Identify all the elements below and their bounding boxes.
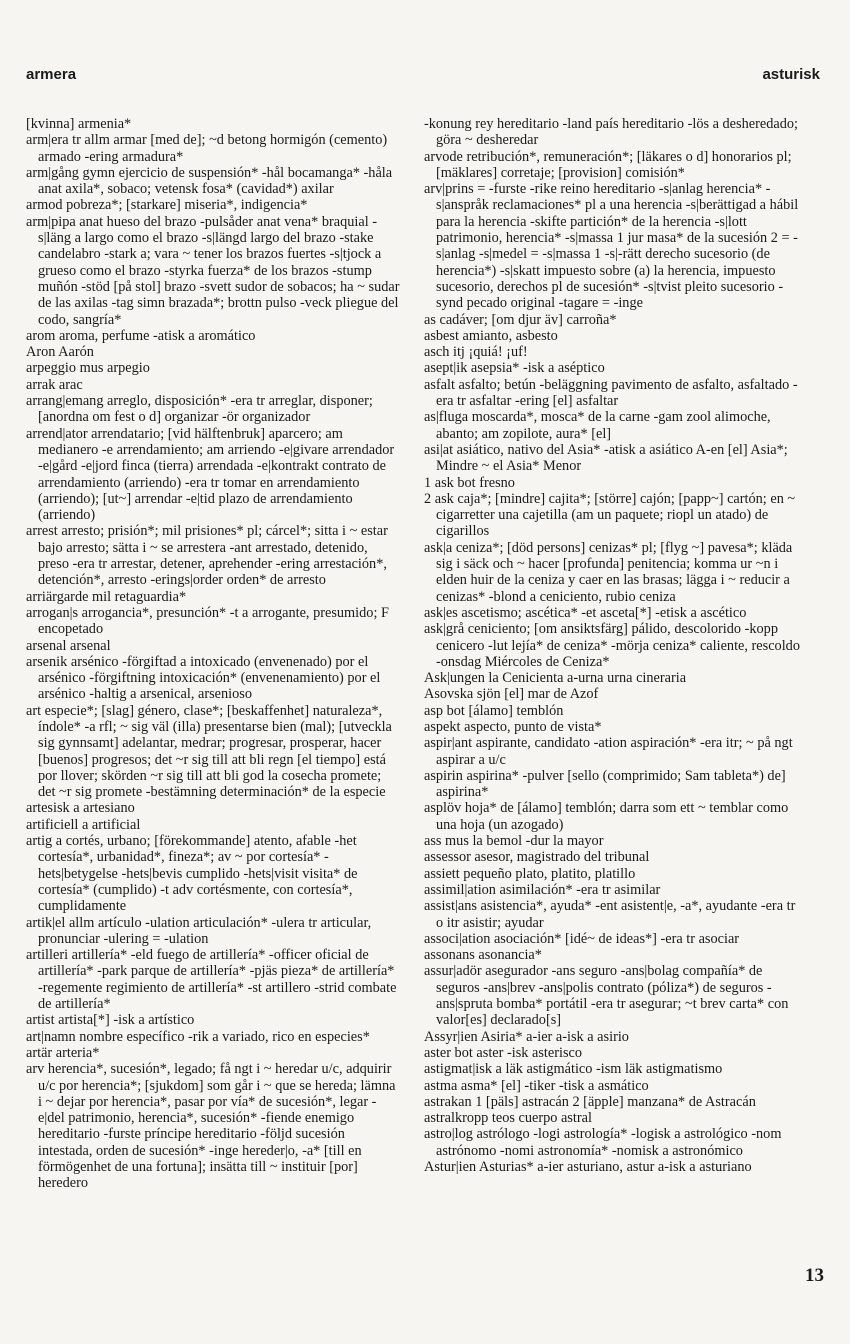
entry: asfalt asfalto; betún -beläggning pavimento de asfalto, asfaltado -era tr asfaltar -ering [el] asfaltar [424, 376, 798, 410]
right-guide-word: asturisk [762, 66, 820, 83]
entry: arrak arac [26, 376, 83, 393]
entry: as cadáver; [om djur äv] carroña* [424, 311, 617, 328]
entry: asept|ik asepsia* -isk a aséptico [424, 360, 605, 377]
entry: ask|a ceniza*; [död persons] cenizas* pl; [flyg ~] pavesa*; kläda sig i säck och ~ hacer [profunda] penitencia; komma ur ~n i elden huir de la ceniza y caer en las brasas; lägga i ~ reducir a cenizas* -blond a ceniciento, rubio ceniza [424, 539, 793, 605]
left-column [26, 116, 400, 1192]
entry: artig a cortés, urbano; [förekommande] atento, afable -het cortesía*, urbanidad*, fineza*; av ~ por cortesía* -hets|betygelse -hets|bevis cumplido -hets|visit visita* de cortesía* (cumplido) -t adv cortésmente, con cortesía*, cumplidamente [26, 833, 358, 915]
entry: arom aroma, perfume -atisk a aromático [26, 327, 256, 344]
entry: assiett pequeño plato, platito, platillo [424, 865, 636, 882]
entry: Asovska sjön [el] mar de Azof [424, 686, 599, 703]
entry: ask|es ascetismo; ascética* -et asceta[*] -etisk a ascético [424, 604, 747, 621]
entry: -konung rey hereditario -land país hereditario -lös a desheredado; göra ~ desheredar [424, 116, 798, 149]
entry: astralkropp teos cuerpo astral [424, 1110, 592, 1127]
entry: ask|grå ceniciento; [om ansiktsfärg] pálido, descolorido -kopp cenicero -lut lejía* de ceniza* -mörja ceniza* caliente, rescoldo -onsdag Miércoles de Ceniza* [424, 621, 800, 670]
entry: assur|adör asegurador -ans seguro -ans|bolag compañía* de seguros -ans|brev -ans|polis contrato (póliza*) de seguros -ans|spruta bomba* portátil -era tr asegurar; ~t brev carta* con valor[es] declarado[s] [424, 963, 789, 1029]
entry: [kvinna] armenia* [26, 116, 132, 132]
entry: arvode retribución*, remuneración*; [läkares o d] honorarios pl; [mäklares] corretaje; [provision] comisión* [424, 148, 792, 181]
right-column [424, 116, 800, 1175]
entry: art especie*; [slag] género, clase*; [beskaffenhet] naturaleza*, índole* -a rfl; ~ sig väl (illa) presentarse bien (mal); [utveckla sig gynnsamt] adelantar, medrar; progresar, prosperar, hacer [buenos] progresos; det ~r sig till att bli regn [el tiempo] está por llover; skörden ~r sig till att bli god la cosecha promete; det ~r sig promete -bestämning determinación* de la especie [26, 702, 392, 801]
entry: artesisk a artesiano [26, 800, 135, 817]
entry: arv herencia*, sucesión*, legado; få ngt i ~ heredar u/c, adquirir u/c por herencia*; [sjukdom] som går i ~ que se hereda; lämna i ~ dejar por herencia*, pasar por vía* de sucesión*, legar -e|del patrimonio, herencia*, sucesión* -fiende enemigo hereditario -furste príncipe hereditario -följd sucesión intestada, orden de sucesión* -inge hereder|o, -a* [till en förmögenhet de una fortuna]; insätta till ~ instituir [por] heredero [26, 1061, 396, 1192]
entry: assessor asesor, magistrado del tribunal [424, 849, 650, 866]
entry: arrang|emang arreglo, disposición* -era tr arreglar, disponer; [anordna om fest o d] organizar -ör organizador [26, 393, 373, 426]
entry: aspirin aspirina* -pulver [sello (comprimido; Sam tableta*) de] aspirina* [424, 767, 786, 801]
entry: assonans asonancia* [424, 947, 542, 964]
entry: artificiell a artificial [26, 816, 141, 833]
entry: Aron Aarón [26, 344, 94, 361]
entry: astro|log astrólogo -logi astrología* -logisk a astrológico -nom astrónomo -nomi astronomía* -nomisk a astronómico [424, 1126, 782, 1159]
entry: aspekt aspecto, punto de vista* [424, 718, 602, 735]
entry: asplöv hoja* de [álamo] temblón; darra som ett ~ temblar como una hoja (un azogado) [424, 800, 789, 833]
entry: arrogan|s arrogancia*, presunción* -t a arrogante, presumido; F encopetado [26, 604, 389, 638]
entry: associ|ation asociación* [idé~ de ideas*] -era tr asociar [424, 930, 740, 947]
entry: asp bot [álamo] temblón [424, 702, 564, 719]
entry: asbest amianto, asbesto [424, 327, 558, 344]
entry: 2 ask caja*; [mindre] cajita*; [större] cajón; [papp~] cartón; en ~ cigarretter una cajetilla (am un paquete; riopl un atado) de cigarillos [424, 490, 796, 540]
entry: artilleri artillería* -eld fuego de artillería* -officer oficial de artillería* -park parque de artillería* -pjäs pieza* de artillería* -regemente regimiento de artillería* -st artillero -strid combate de artillería* [26, 947, 397, 1013]
entry: arm|pipa anat hueso del brazo -pulsåder anat vena* braquial -s|läng a largo como el brazo -s|längd largo del brazo -stake candelabro -stark a; vara ~ tener los brazos fuertes -s|tjock a grueso como el brazo -styrka fuerza* de los brazos -stump muñón -stöd [på stol] brazo -svett sudor de sobacos; ha ~ sudar de las axilas -tag simn brazada*; brottn pulso -veck pliegue del codo, sangría* [26, 213, 400, 328]
entry: asch itj ¡quiá! ¡uf! [424, 344, 528, 361]
entry: artik|el allm artículo -ulation articulación* -ulera tr articular, pronunciar -ulering = -ulation [26, 914, 372, 947]
page-number: 13 [805, 1265, 824, 1286]
entry: Ask|ungen la Cenicienta a-urna urna cineraria [424, 670, 687, 687]
entry: arm|era tr allm armar [med de]; ~d betong hormigón (cemento) armado -ering armadura* [26, 132, 388, 165]
entry: astigmat|isk a läk astigmático -ism läk astigmatismo [424, 1061, 723, 1078]
entry: arv|prins = -furste -rike reino hereditario -s|anlag herencia* -s|anspråk reclamaciones* pl a una herencia -s|berättigad a hábil para la herencia -skifte partición* de la herencia -s|lott patrimonio, herencia* -s|massa 1 jur masa* de la sucesión 2 = -s|anlag -s|medel = -s|massa 1 -s|-rätt derecho sucesorio (de herencia*) -s|skatt impuesto sobre (a) la herencia, impuesto sucesorio, derechos pl de sucesión* -s|tvist pleito sucesorio -synd pecado original -tagare = -inge [424, 181, 799, 312]
entry: arm|gång gymn ejercicio de suspensión* -hål bocamanga* -håla anat axila*, sobaco; vetensk fosa* (cavidad*) axilar [26, 164, 393, 198]
entry: astma asma* [el] -tiker -tisk a asmático [424, 1077, 649, 1094]
entry: armod pobreza*; [starkare] miseria*, indigencia* [26, 197, 308, 214]
entry: aster bot aster -isk asterisco [424, 1044, 583, 1061]
entry: arsenal arsenal [26, 637, 111, 654]
entry: artist artista[*] -isk a artístico [26, 1012, 195, 1029]
entry: as|fluga moscarda*, mosca* de la carne -gam zool alimoche, abanto; am zopilote, aura* [el] [424, 409, 771, 442]
entry: arrend|ator arrendatario; [vid hälftenbruk] aparcero; am medianero -e arrendamiento; am arriendo -e|givare arrendador -e|gård -e|jord finca (tierra) arrendada -e|kontrakt contrato de arrendamiento (arriendo) -era tr tomar en arrendamiento (arriendo); [ut~] arrendar -e|tid plazo de arrendamiento (arriendo) [26, 425, 395, 524]
entry: artär arteria* [26, 1044, 100, 1061]
entry: ass mus la bemol -dur la mayor [424, 833, 604, 850]
entry: assimil|ation asimilación* -era tr asimilar [424, 881, 661, 898]
entry: Astur|ien Asturias* a-ier asturiano, astur a-isk a asturiano [424, 1159, 752, 1175]
left-guide-word: armera [26, 66, 77, 83]
entry: arpeggio mus arpegio [26, 360, 150, 377]
entry: asi|at asiático, nativo del Asia* -atisk a asiático A-en [el] Asia*; Mindre ~ el Asia* Menor [424, 441, 788, 475]
entry: art|namn nombre específico -rik a variado, rico en especies* [26, 1028, 370, 1045]
entry: arrest arresto; prisión*; mil prisiones* pl; cárcel*; sitta i ~ estar bajo arresto; sätta i ~ se arrestera -ant arrestado, detenido, preso -era tr arrestar, detener, aprehender -ering arrestación*, detención*, arresto -erings|order orden* de arresto [26, 523, 388, 589]
entry: astrakan 1 [päls] astracán 2 [äpple] manzana* de Astracán [424, 1093, 756, 1110]
entry: arriärgarde mil retaguardia* [26, 588, 187, 605]
entry: 1 ask bot fresno [424, 474, 515, 491]
entry: aspir|ant aspirante, candidato -ation aspiración* -era itr; ~ på ngt aspirar a u/c [424, 735, 793, 768]
entry: arsenik arsénico -förgiftad a intoxicado (envenenado) por el arsénico -förgiftning intoxicación* (envenenamiento) por el arsénico -haltig a arsenical, arsenioso [26, 653, 381, 703]
entry: Assyr|ien Asiria* a-ier a-isk a asirio [424, 1028, 629, 1045]
entry: assist|ans asistencia*, ayuda* -ent asistent|e, -a*, ayudante -era tr o itr asistir; ayudar [424, 898, 796, 931]
